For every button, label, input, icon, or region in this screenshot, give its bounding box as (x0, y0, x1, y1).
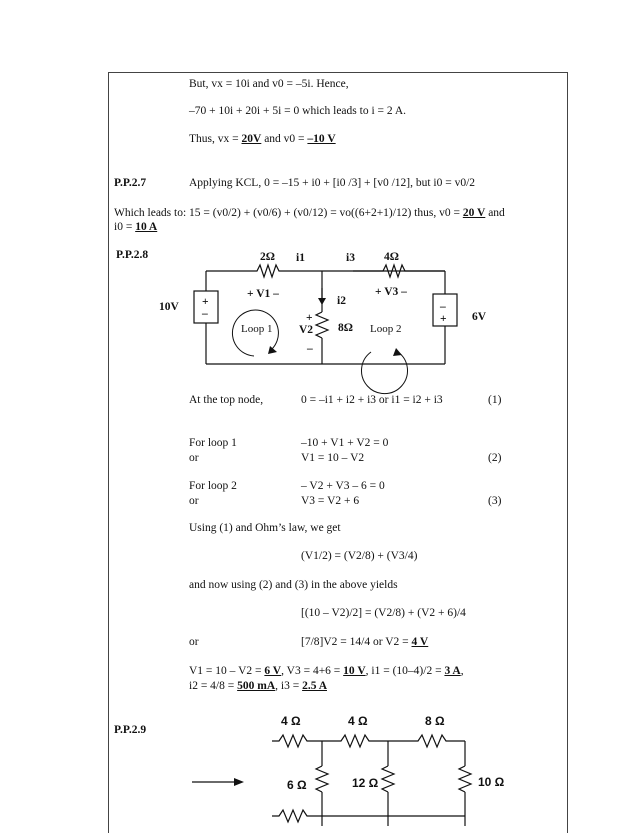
top-line-2: –70 + 10i + 20i + 5i = 0 which leads to i = 2 A. (189, 105, 407, 117)
loop1-eq: –10 + V1 + V2 = 0 (301, 437, 389, 449)
v2-minus: – (307, 343, 313, 355)
answer-v0-20: 20 V (462, 207, 486, 219)
top-node-eq: 0 = –i1 + i2 + i3 or i1 = i2 + i3 (301, 394, 443, 406)
eq-number-2: (2) (488, 452, 502, 464)
label-r-10: 10 Ω (478, 775, 505, 789)
loop1-or: or (189, 452, 199, 464)
problem-label-2-7: P.P.2.7 (114, 177, 147, 189)
substituted-equation: [(10 – V2)/2] = (V2/8) + (V2 + 6)/4 (301, 607, 466, 619)
label-10v: 10V (159, 301, 179, 313)
top-line-1: But, vx = 10i and v0 = –5i. Hence, (189, 78, 349, 90)
label-loop1: Loop 1 (241, 323, 273, 335)
results-line-2: i2 = 4/8 = 500 mA, i3 = 2.5 A (189, 680, 327, 692)
answer-vx: 20V (241, 133, 262, 145)
problem-label-2-9: P.P.2.9 (114, 724, 147, 736)
using-ohm-text: Using (1) and Ohm’s law, we get (189, 522, 341, 534)
answer-v0: –10 V (307, 133, 336, 145)
top-node-label: At the top node, (189, 394, 264, 406)
label-6v: 6V (472, 311, 487, 323)
final-or: or (189, 636, 199, 648)
label-r2: 2Ω (260, 251, 275, 263)
arrow-i2 (318, 298, 326, 305)
label-loop2: Loop 2 (370, 323, 402, 335)
loop1-label: For loop 1 (189, 437, 237, 449)
label-i2: i2 (337, 295, 346, 307)
label-r-top-1: 4 Ω (281, 714, 301, 728)
top-line-3: Thus, vx = 20V and v0 = –10 V (189, 133, 336, 145)
loop2-eq: – V2 + V3 – 6 = 0 (301, 480, 385, 492)
label-i3: i3 (346, 252, 355, 264)
label-r4: 4Ω (384, 251, 399, 263)
ohm-equation: (V1/2) = (V2/8) + (V3/4) (301, 550, 418, 562)
circuit-2-9-wires (192, 735, 471, 826)
now-using-text: and now using (2) and (3) in the above yields (189, 579, 398, 591)
label-r-6: 6 Ω (287, 778, 307, 792)
final-equation: [7/8]V2 = 14/4 or V2 = 4 V (301, 636, 429, 648)
answer-i3: 2.5 A (302, 680, 327, 692)
label-r-12: 12 Ω (352, 776, 379, 790)
eq-number-3: (3) (488, 495, 502, 507)
answer-v1: 6 V (264, 665, 282, 677)
answer-i0: 10 A (135, 221, 158, 233)
label-v3: + V3 – (375, 286, 407, 298)
resistor-8 (316, 312, 328, 338)
label-v1: + V1 – (247, 288, 279, 300)
loop2-result: V3 = V2 + 6 (301, 495, 360, 507)
pp27-line-3: i0 = 10 A (114, 221, 158, 233)
eq-number-1: (1) (488, 394, 502, 406)
loop-2-arrow (362, 352, 408, 394)
source-10v-minus: – (202, 308, 208, 320)
label-r8: 8Ω (338, 322, 353, 334)
label-i1: i1 (296, 252, 305, 264)
answer-v2: 4 V (411, 636, 429, 648)
answer-i1: 3 A (444, 665, 461, 677)
label-r-top-3: 8 Ω (425, 714, 445, 728)
source-6v-plus: + (440, 313, 447, 325)
source-10v-plus: + (202, 296, 209, 308)
loop2-label: For loop 2 (189, 480, 237, 492)
label-v2: V2 (299, 324, 314, 336)
pp27-line-1: Applying KCL, 0 = –15 + i0 + [i0 /3] + [v0 /12], but i0 = v0/2 (189, 177, 476, 189)
source-6v-minus: – (440, 301, 446, 313)
loop1-result: V1 = 10 – V2 (301, 452, 365, 464)
v2-plus: + (306, 312, 313, 324)
arrow-input (234, 778, 244, 786)
pp27-line-2: Which leads to: 15 = (v0/2) + (v0/6) + (v0/12) = vo((6+2+1)/12) thus, v0 = 20 V and (114, 207, 505, 219)
answer-v3: 10 V (343, 665, 366, 677)
results-line-1: V1 = 10 – V2 = 6 V, V3 = 4+6 = 10 V, i1 = (10–4)/2 = 3 A, (189, 665, 464, 677)
label-r-top-2: 4 Ω (348, 714, 368, 728)
problem-label-2-8: P.P.2.8 (116, 249, 149, 261)
loop2-or: or (189, 495, 199, 507)
answer-i2: 500 mA (237, 680, 276, 692)
